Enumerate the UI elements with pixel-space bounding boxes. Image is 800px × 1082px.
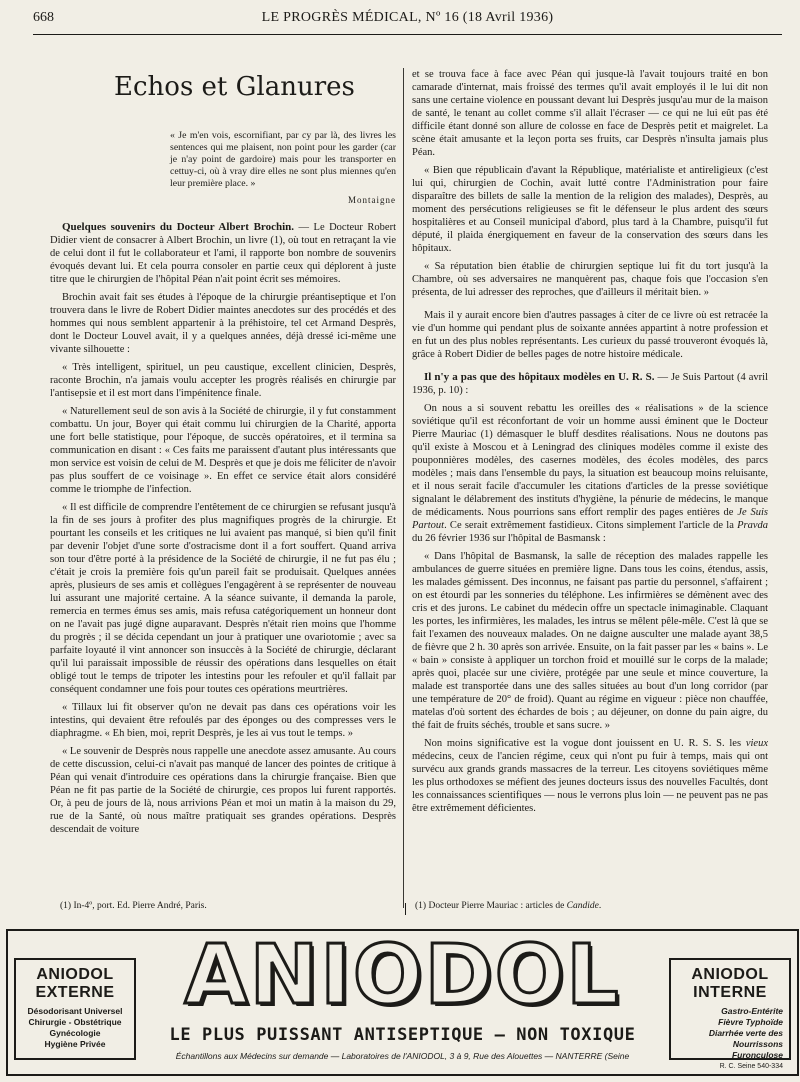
ad-address: Échantillons aux Médecins sur demande — Laboratoires de l'ANIODOL, 3 à 9, Rue des Alouettes — NANTERRE (Seine [175,1051,630,1061]
ad-interne-title: ANIODOL INTERNE [691,966,769,1001]
footnote-right: (1) Docteur Pierre Mauriac : articles de Candide. [415,901,602,911]
paragraph: « Sa réputation bien établie de chirurgien septique lui fit du tort jusqu'à la Chambre, où ses adversaires ne manquèrent pas, chaque fois que l'occasion s'en présenta, de lui adresser des reproches, que d'ailleurs il méritait bien. » [412,261,768,298]
paragraph: Non moins significative est la vogue dont jouissent en U. R. S. S. les vieux médecins, ceux de l'ancien régime, ceux qui n'ont pu fuir à temps, mais qui ont survécu aux grands grands massacres de la terreur. Les citoyens soviétiques même les plus orthodoxes se méfient des jeunes docteurs issus des nouvelles Facultés, dont les connaissances scientifiques — nous le verrons plus loin — ne peuvent pas ne pas être extrêmement déficientes. [412,738,768,814]
paragraph: « Le souvenir de Desprès nous rappelle une anecdote assez amusante. Au cours de cette discussion, celui-ci n'avait pas manqué de lancer des pointes de critique à Péan qui venait d'introduire ces opérations dans la chirurgie française. Bien que Péan ne fit pas partie de la Société de chirurgie, ces propos lui furent rapportés. Or, à peu de jours de là, nous arrivions Péan et moi un matin à la maison du 29, rue de la Santé, où nous maître pratiquait ses grandes opérations. Desprès descendait de voiture [50,746,396,835]
paragraph: « Il est difficile de comprendre l'entêtement de ce chirurgien se refusant jusqu'à la fin de ses jours à profiter des plus magnifiques progrès de la chirurgie. Et pourtant les conseils et les critiques ne lui avaient pas manqué, si bien qu'il finit par devenir l'objet d'une sorte d'ostracisme dont il a fort souffert. Quand arriva son tour d'être porté à la présidence de la Société de chirurgie, il ne fut pas élu ; c'était je crois la première fois qu'un pareil fait se produisait. Quelques années après, plusieurs de ses amis et collègues l'engagèrent à se représenter de nouveau lui assurant une majorité certaine. A la séance suivante, il demanda la parole, remercia en termes émus ses amis, mais refusa catégoriquement un honneur dont on ne l'avait pas jugé digne auparavant. Desprès n'était rien moins que l'homme du progrès ; il se décida cependant un jour à pratiquer une ovariotomie ; avec sa parfaite loyauté il vint annoncer son insuccès à la Société de chirurgie, déclarant qu'il lui paraissait impossible de réussir des opérations dans lesquelles on était obligé tout le temps de tripoter les intestins pour les refouler et qu'il fallait par conséquent condamner une fois pour toutes ces opérations meurtrières. [50,502,396,695]
footnote-left: (1) In-4º, port. Ed. Pierre André, Paris. [60,901,207,911]
paragraph: On nous a si souvent rebattu les oreilles des « réalisations » de la science soviétique qu'il est réconfortant de voir un homme aussi éminent que le Docteur Pierre Mauriac (1) démasquer le bluff desdites réalisations. Nous ne doutons pas qu'il existe à Moscou et à Leningrad des cliniques modèles comme il existe des pouponnières modèles, des casernes modèles, des écoles modèles, des parcs modèles ; mais dans l'ensemble du pays, la situation est beaucoup moins reluisante, et il nous serait facile d'accumuler les citations d'articles de la presse soviétique signalant le délabrement des instituts d'hygiène, la pénurie de médecins, le manque de médicaments. Nous pourrions sans effort remplir des pages entières de Je Suis Partout. Ce serait extrêmement fastidieux. Citons simplement l'article de la Pravda du 26 février 1936 sur l'hôpital de Basmansk : [412,403,768,544]
paragraph: « Bien que républicain d'avant la République, matérialiste et antireligieux (c'est lui qui, chirurgien de Cochin, avait lutté contre l'Administration pour faire disparaître des billets de salle la mention de la religion des malades), Desprès, au moment des persécutions religieuses se fit le défenseur le plus ardent des sœurs hospitalières et au Conseil municipal d'abord, plus tard à la Chambre, puisqu'il fut député, il plaida énergiquement en faveur de la conservation des sœurs dans les hôpitaux. [412,165,768,254]
ad-tagline: LE PLUS PUISSANT ANTISEPTIQUE — NON TOXIQUE [169,1025,636,1045]
footnote-divider [405,903,406,915]
right-column [412,68,768,898]
paragraph: Mais il y aurait encore bien d'autres passages à citer de ce livre où est retracée la vie d'un homme qui pendant plus de soixante années appartint à notre profession et en fut un des plus nobles représentants. Les curieux du passé trouveront évoqués là, grâce à Robert Didier de belles pages de notre histoire médicale. [412,310,768,360]
epigraph: « Je m'en vois, escornifiant, par cy par là, des livres les sentences qui me plaisent, non point pour les garder (car je n'ay point de gardoire) mais pour les transporter en cettuy-ci, où à vray dire elles ne sont plus miennes qu'en leur première place. » [170,130,396,189]
page-number: 668 [33,10,54,25]
ad-interne-uses: Gastro-Entérite Fièvre Typhoïde Diarrhée verte des Nourrissons Furonculose [708,1006,783,1060]
article-lead: — Le Docteur Robert Didier vient de consacrer à Albert Brochin, un livre (1), où tout en retraçant la vie de celui dont il fut le collaborateur et l'ami, il rapporte bon nombre de souvenirs évoqués devant lui. Et cela pourra consoler en partie ceux qui déplorent à juste titre que le chirurgien de l'hôpital Péan n'ait point écrit ses mémoires. [50,222,396,285]
epigraph-author: Montaigne [348,195,396,205]
ad-externe-title: ANIODOL EXTERNE [35,966,115,1001]
section-title: Echos et Glanures [114,72,355,102]
article-lead-paragraph [50,221,396,286]
ad-interne-box [669,958,791,1070]
advertisement [6,929,799,1076]
ad-externe-uses: Désodorisant Universel Chirurgie - Obstétrique Gynécologie Hygiène Privée [27,1006,123,1049]
ad-brand-logo: ANIODOL [184,928,621,1023]
article-title: Quelques souvenirs du Docteur Albert Brochin. [62,221,295,233]
column-divider [403,68,404,908]
ad-externe-box [14,958,136,1060]
left-column [50,64,396,894]
article2-source: — Je Suis Partout (4 avril 1936, p. 10) : [412,372,768,396]
ad-registration: R. C. Seine 540-334 [719,1063,783,1070]
journal-title: LE PROGRÈS MÉDICAL, Nº 16 (18 Avril 1936) [261,10,554,25]
article2-title: Il n'y a pas que des hôpitaux modèles en U. R. S. [424,371,655,383]
paragraph: et se trouva face à face avec Péan qui jusque-là l'avait toujours traité en bon camarade d'internat, mais froissé des termes qu'il avait employés il le lui dit non sans une certaine violence en poussant devant lui Desprès jusqu'au mur de la maison de santé, le tenant au collet comme s'il allait l'écraser — ce qui ne lui eût pas été difficile étant donné son allure de colosse en face de Desprès petit et maigrelet. La scène était amusante et la leçon porta ses fruits, car Desprès n'insulta jamais plus Péan. [412,69,768,158]
running-head [33,6,782,35]
paragraph: Brochin avait fait ses études à l'époque de la chirurgie préantiseptique et l'on trouvera dans le livre de Robert Didier maintes anecdotes sur des procédés et des hommes qui nous semblent appartenir à la préhistoire, tel cet Armand Desprès, dont le Docteur Louvel avait, il y a quelques années, déjà dressé ici-même une vivante silhouette : [50,292,396,355]
paragraph: « Naturellement seul de son avis à la Société de chirurgie, il y fut constamment combattu. Un jour, Boyer qui était commu lui chirurgien de la Charité, apporta une fort belle statistique, pour l'époque, de succès opératoires, et il termina sa communication en disant : « Ces faits me paraissent d'autant plus intéressants que mon service est voisin de celui de M. Desprès et que je dois me féliciter de n'avoir pas plus souffert de ce voisinage ». En effet ce service était alors considéré comme le triomphe de l'infection. [50,406,396,495]
article2-heading [412,371,768,397]
paragraph: « Dans l'hôpital de Basmansk, la salle de réception des malades rappelle les ambulances de guerre situées en première ligne. Dans tous les coins, étendus, assis, les malades gémissent. Des inconnus, ne faisant pas partie du personnel, s'affairent ; on est étourdi par les sonneries du téléphone. Les infirmières se démènent avec des cris et des jurons. Le cabinet du médecin offre un spectacle inimaginable. Claquant les portes, les infirmières, les malades, les intrus se mêlent pêle-mêle. C'est là que se fait l'examen des nouveaux malades. On ne daigne ausculter une malade ayant 38,5 de fièvre que 2 h. 30 après son arrivée. Ensuite, on la fait passer par les « bains ». Le « bain » consiste à appliquer un torchon froid et mouillé sur le corps de la malade; après quoi, placée sur une civière, protégée par une seule et mince couverture, la malade est transportée dans une des salles situées au bout d'un long corridor (par une température de 20° de froid). Quant au régime en vigueur : pièce non chauffée, matelas d'où sortent des échardes de bois ; au déjeuner, on donne du pain aigre, du thé fait de fruits séchés, trouble et sans sucre. » [412,551,768,731]
paragraph: « Tillaux lui fit observer qu'on ne devait pas dans ces opérations voir les intestins, qui devaient être refoulés par des éponges ou des compresses vers le diaphragme. « Eh bien, moi, reprit Desprès, je les ai vus tout le temps. » [50,702,396,739]
paragraph: « Très intelligent, spirituel, un peu caustique, excellent clinicien, Desprès, raconte Brochin, n'a jamais voulu accepter les progrès réalisés en chirurgie par l'antisepsie et il est mort dans l'impénitence finale. [50,362,396,399]
